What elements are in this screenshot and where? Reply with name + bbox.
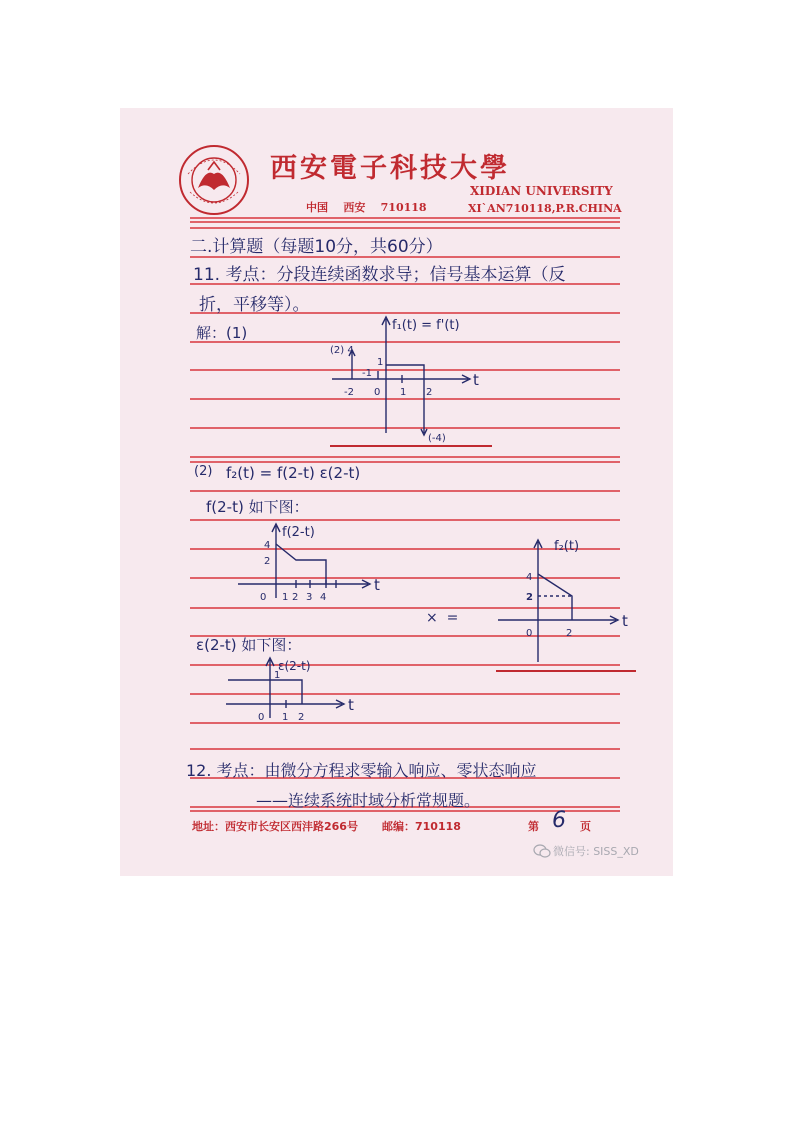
graph-f1-derivative [328,313,528,443]
graph3-f-label: f₂(t) [554,539,580,554]
footer-page-prefix: 第 [528,820,539,833]
graph3-underline [496,669,636,673]
q11-part2-label: (2) [194,464,213,479]
graph2-ytick-2: 2 [264,556,271,567]
graph2-xtick-4: 4 [320,592,327,603]
graph4-t-label: t [348,696,354,714]
graph1-tick-0: 0 [374,387,381,398]
times-equals-sign: × = [426,610,459,626]
watermark-text: 微信号: SISS_XD [553,845,639,858]
graph3-ytick-2: 2 [526,592,533,603]
scanned-answer-sheet [120,108,673,876]
graph4-xtick-2: 2 [298,712,305,723]
graph1-t-label: t [473,371,479,389]
q11-part2-note: f(2-t) 如下图： [206,498,309,516]
university-name-cn: 西安電子科技大學 [270,153,510,184]
graph4-xtick-1: 1 [282,712,289,723]
graph4-xtick-0: 0 [258,712,265,723]
university-seal-logo [178,144,250,216]
graph3-t-label: t [622,612,628,630]
graph1-level-label: 1 [377,357,384,368]
q11-topic-line2: 折，平移等）。 [199,295,310,315]
graph4-ytick-1: 1 [274,670,281,681]
graph2-t-label: t [374,576,380,594]
graph2-xtick-3: 3 [306,592,313,603]
graph1-tick-1: 1 [400,387,407,398]
graph1-f-label: f₁(t) = f'(t) [392,318,460,333]
graph3-ytick-4: 4 [526,572,533,583]
q12-topic-line2: ——连续系统时域分析常规题。 [256,791,481,810]
graph1-tick-neg2: -2 [344,387,354,398]
graph2-ytick-4: 4 [264,540,271,551]
graph4-f-label: ε(2-t) [278,659,311,673]
q11-topic-line1: 11. 考点：分段连续函数求导；信号基本运算（反 [193,265,566,285]
graph2-xtick-0: 0 [260,592,267,603]
graph-f2-result [494,534,644,664]
graph1-impulse-up-label: (2) 4 [330,345,354,356]
wechat-icon [533,843,551,857]
graph2-xtick-2: 2 [292,592,299,603]
graph1-neg-level-label: -1 [362,368,372,379]
q11-eps-note: ε(2-t) 如下图： [196,636,302,654]
footer-page-suffix: 页 [580,820,591,833]
location-cn: 中国 西安 710118 [306,201,427,214]
graph-eps-2-minus-t [224,656,374,726]
graph1-impulse-down-label: (-4) [428,433,446,443]
section-heading: 二.计算题（每题10分，共60分） [190,237,443,257]
university-name-en: XIDIAN UNIVERSITY [470,184,613,198]
graph2-xtick-1: 1 [282,592,289,603]
graph3-xtick-0: 0 [526,628,533,639]
graph3-xtick-2: 2 [566,628,573,639]
graph2-f-label: f(2-t) [282,525,315,540]
location-en: XI`AN710118,P.R.CHINA [468,202,622,215]
q11-part1-label: 解：(1) [196,324,248,342]
graph1-tick-2: 2 [426,387,433,398]
graph1-underline [330,444,492,448]
q12-topic-line1: 12. 考点：由微分方程求零输入响应、零状态响应 [186,761,537,780]
q11-part2-formula: f₂(t) = f(2-t) ε(2-t) [226,464,361,482]
graph-f-2-minus-t [232,520,392,610]
footer-address: 地址：西安市长安区西沣路266号 [192,820,358,833]
footer-postcode: 邮编：710118 [382,820,461,833]
footer-page-number: 6 [552,808,566,833]
